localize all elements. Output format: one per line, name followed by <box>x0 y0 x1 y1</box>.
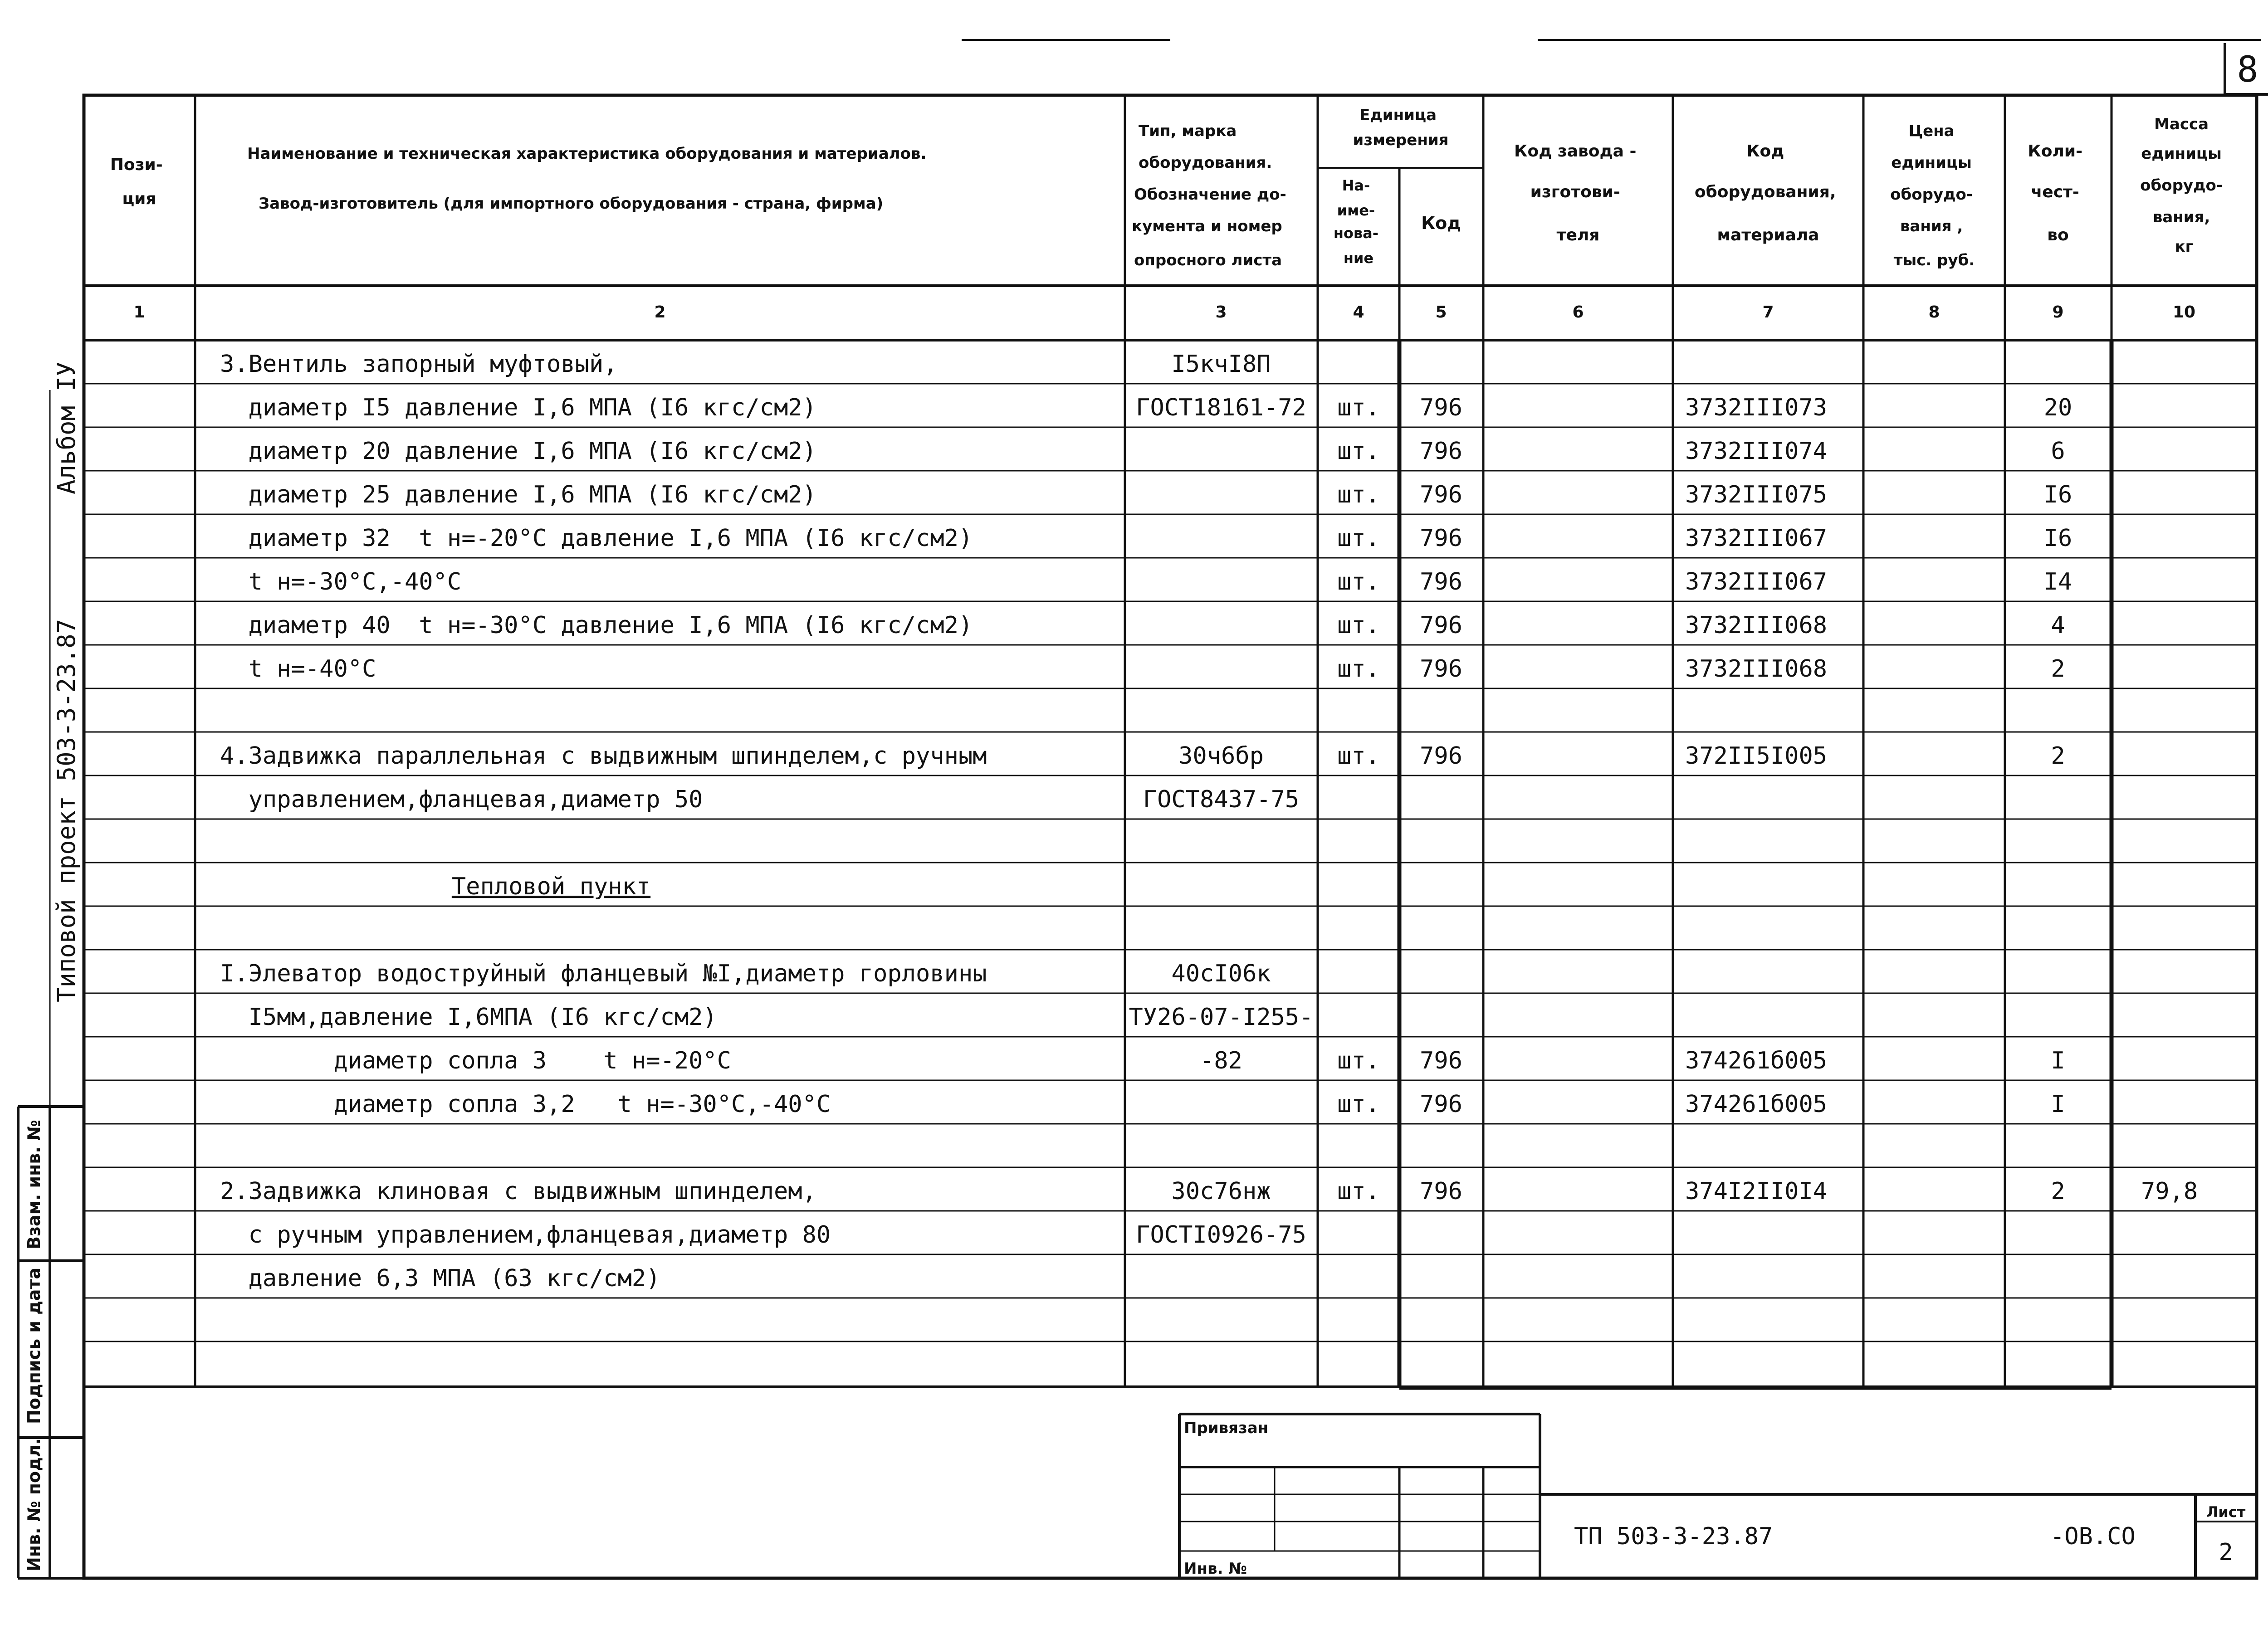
column-number: 10 <box>2172 303 2196 322</box>
cell-matcode: 374261б005 <box>1685 1047 1828 1074</box>
album-label: Альбом IУ <box>52 361 81 494</box>
cell-matcode: 3732III073 <box>1685 394 1828 421</box>
column-number: 9 <box>2052 303 2064 322</box>
cell-type: ГОСТI0926-75 <box>1136 1221 1306 1249</box>
table-row <box>220 394 2072 421</box>
cell-unit: шт. <box>1337 1178 1380 1205</box>
sheet-corner-box <box>2225 43 2268 94</box>
cell-code: 796 <box>1420 742 1462 770</box>
cell-name: 4.Задвижка параллельная с выдвижным шпинделем,с ручным <box>220 742 987 770</box>
cell-name: управлением,фланцевая,диаметр 50 <box>220 786 703 813</box>
cell-matcode: 3732III068 <box>1685 655 1828 683</box>
cell-name: диаметр 20 давление I,6 МПА (I6 кгс/см2) <box>220 438 816 465</box>
document-code-suffix: -ОВ.СО <box>2050 1523 2136 1550</box>
cell-name: диаметр сопла 3,2 t н=-30°С,-40°С <box>220 1091 831 1118</box>
cell-unit: шт. <box>1337 1047 1380 1074</box>
left-margin-strip <box>18 361 84 1578</box>
inv-no-label: Инв. № <box>1184 1560 1247 1578</box>
list-label: Лист <box>2206 1503 2246 1521</box>
column-number: 2 <box>654 303 666 322</box>
table-header <box>110 106 2228 269</box>
cell-type: 30ч6бр <box>1178 742 1264 770</box>
header-name: Наименование и техническая характеристика оборудования и материалов. Завод-изготовитель (для импортного оборудования - страна, фирма) <box>247 145 927 213</box>
sheet-corner-number: 8 <box>2237 49 2258 90</box>
cell-code: 796 <box>1420 568 1462 595</box>
cell-type: 40cI06к <box>1171 960 1271 987</box>
column-number: 8 <box>1928 303 1940 322</box>
cell-name: диаметр 25 давление I,6 МПА (I6 кгс/см2) <box>220 481 816 508</box>
cell-name: диаметр 40 t н=-30°С давление I,6 МПА (I6 кгс/см2) <box>220 612 973 639</box>
cell-matcode: 3732III075 <box>1685 481 1828 508</box>
cell-qty: 4 <box>2051 612 2065 639</box>
table-row <box>220 1004 1314 1031</box>
header-quantity: Коли- чест- во <box>2028 142 2083 244</box>
cell-mass: 79,8 <box>2141 1178 2198 1205</box>
cell-unit: шт. <box>1337 525 1380 552</box>
project-label: Типовой проект 503-3-23.87 <box>52 619 81 1002</box>
cell-matcode: 3732III068 <box>1685 612 1828 639</box>
header-plant-code: Код завода - изготови- теля <box>1514 142 1637 244</box>
cell-qty: 6 <box>2051 438 2065 465</box>
cell-qty: 20 <box>2043 394 2072 421</box>
table-row <box>220 1178 2198 1205</box>
cell-unit: шт. <box>1337 655 1380 683</box>
table-row <box>220 1265 660 1292</box>
cell-name: Тепловой пункт <box>451 873 651 900</box>
cell-qty: I <box>2051 1047 2065 1074</box>
table-row <box>220 351 1271 378</box>
table-body <box>220 351 2198 1292</box>
cell-qty: 2 <box>2051 742 2065 770</box>
table-row <box>220 1221 1306 1249</box>
table-row <box>220 612 2065 639</box>
header-unit-code: Код <box>1421 213 1461 233</box>
column-number: 4 <box>1353 303 1364 322</box>
cell-qty: I6 <box>2043 481 2072 508</box>
table-row <box>452 873 650 900</box>
cell-matcode: 3732III067 <box>1685 525 1828 552</box>
title-block <box>1179 1414 2257 1578</box>
column-number: 6 <box>1572 303 1584 322</box>
table-row <box>220 1091 2065 1118</box>
cell-unit: шт. <box>1337 438 1380 465</box>
cell-code: 796 <box>1420 525 1462 552</box>
cell-code: 796 <box>1420 394 1462 421</box>
header-unit: Единица измерения <box>1353 106 1449 149</box>
column-number: 3 <box>1215 303 1227 322</box>
cell-code: 796 <box>1420 1178 1462 1205</box>
cell-name: 2.Задвижка клиновая с выдвижным шпинделем, <box>220 1178 816 1205</box>
cell-name: t н=-40°С <box>220 655 376 683</box>
header-material-code: Код оборудования, материала <box>1694 142 1836 244</box>
cell-name: диаметр сопла 3 t н=-20°С <box>220 1047 732 1074</box>
cell-name: с ручным управлением,фланцевая,диаметр 80 <box>220 1221 831 1249</box>
cell-code: 796 <box>1420 481 1462 508</box>
table-row <box>220 1047 2065 1074</box>
column-number-row <box>133 303 2195 322</box>
table-row <box>220 568 2072 595</box>
cell-type: 30c76нж <box>1171 1178 1271 1205</box>
vzam-inv-label: Взам. инв. № <box>24 1120 44 1249</box>
document-code: ТП 503-3-23.87 <box>1574 1523 1773 1550</box>
cell-unit: шт. <box>1337 481 1380 508</box>
column-number: 1 <box>133 303 145 322</box>
inv-podl-label: Инв. № подл. <box>24 1438 44 1571</box>
table-row <box>220 481 2072 508</box>
cell-code: 796 <box>1420 655 1462 683</box>
table-row <box>220 786 1299 813</box>
header-unit-name: На- име- нова- ние <box>1333 177 1379 267</box>
privyazan-label: Привязан <box>1184 1419 1269 1437</box>
cell-code: 796 <box>1420 1091 1462 1118</box>
list-number: 2 <box>2219 1539 2233 1566</box>
cell-type: ТУ26-07-I255- <box>1129 1004 1314 1031</box>
column-number: 7 <box>1762 303 1774 322</box>
table-row <box>220 655 2065 683</box>
cell-qty: I4 <box>2043 568 2072 595</box>
cell-name: t н=-30°С,-40°С <box>220 568 462 595</box>
cell-name: давление 6,3 МПА (63 кгс/см2) <box>220 1265 660 1292</box>
cell-unit: шт. <box>1337 394 1380 421</box>
cell-matcode: 374261б005 <box>1685 1091 1828 1118</box>
cell-unit: шт. <box>1337 742 1380 770</box>
cell-unit: шт. <box>1337 1091 1380 1118</box>
cell-qty: I6 <box>2043 525 2072 552</box>
cell-type: ГОСТ18161-72 <box>1136 394 1306 421</box>
table-row <box>220 438 2065 465</box>
header-type: Тип, марка оборудования. Обозначение до- кумента и номер опросного листа <box>1132 122 1286 269</box>
cell-qty: 2 <box>2051 1178 2065 1205</box>
cell-type: -82 <box>1200 1047 1242 1074</box>
header-price: Цена единицы оборудо- вания , тыс. руб. <box>1890 122 1975 269</box>
cell-qty: I <box>2051 1091 2065 1118</box>
cell-code: 796 <box>1420 438 1462 465</box>
cell-matcode: 372II5I005 <box>1685 742 1828 770</box>
cell-name: I.Элеватор водоструйный фланцевый №I,диаметр горловины <box>220 960 987 987</box>
table-row <box>220 960 1271 987</box>
cell-qty: 2 <box>2051 655 2065 683</box>
podpis-data-label: Подпись и дата <box>24 1267 44 1424</box>
header-position: Пози- ция <box>110 156 163 208</box>
cell-name: диаметр I5 давление I,6 МПА (I6 кгс/см2) <box>220 394 816 421</box>
cell-matcode: 3732III067 <box>1685 568 1828 595</box>
cell-matcode: 3732III074 <box>1685 438 1828 465</box>
cell-name: 3.Вентиль запорный муфтовый, <box>220 351 618 378</box>
cell-name: диаметр 32 t н=-20°С давление I,6 МПА (I6 кгс/см2) <box>220 525 973 552</box>
table-row <box>220 525 2072 552</box>
header-mass: Масса единицы оборудо- вания, кг <box>2140 115 2223 256</box>
cell-unit: шт. <box>1337 612 1380 639</box>
cell-code: 796 <box>1420 612 1462 639</box>
cell-type: I5кчI8П <box>1171 351 1271 378</box>
cell-code: 796 <box>1420 1047 1462 1074</box>
cell-matcode: 374I2II0I4 <box>1685 1178 1828 1205</box>
column-number: 5 <box>1435 303 1447 322</box>
table-row <box>220 742 2065 770</box>
cell-name: I5мм,давление I,6МПА (I6 кгс/см2) <box>220 1004 717 1031</box>
cell-type: ГОСТ8437-75 <box>1143 786 1300 813</box>
cell-unit: шт. <box>1337 568 1380 595</box>
